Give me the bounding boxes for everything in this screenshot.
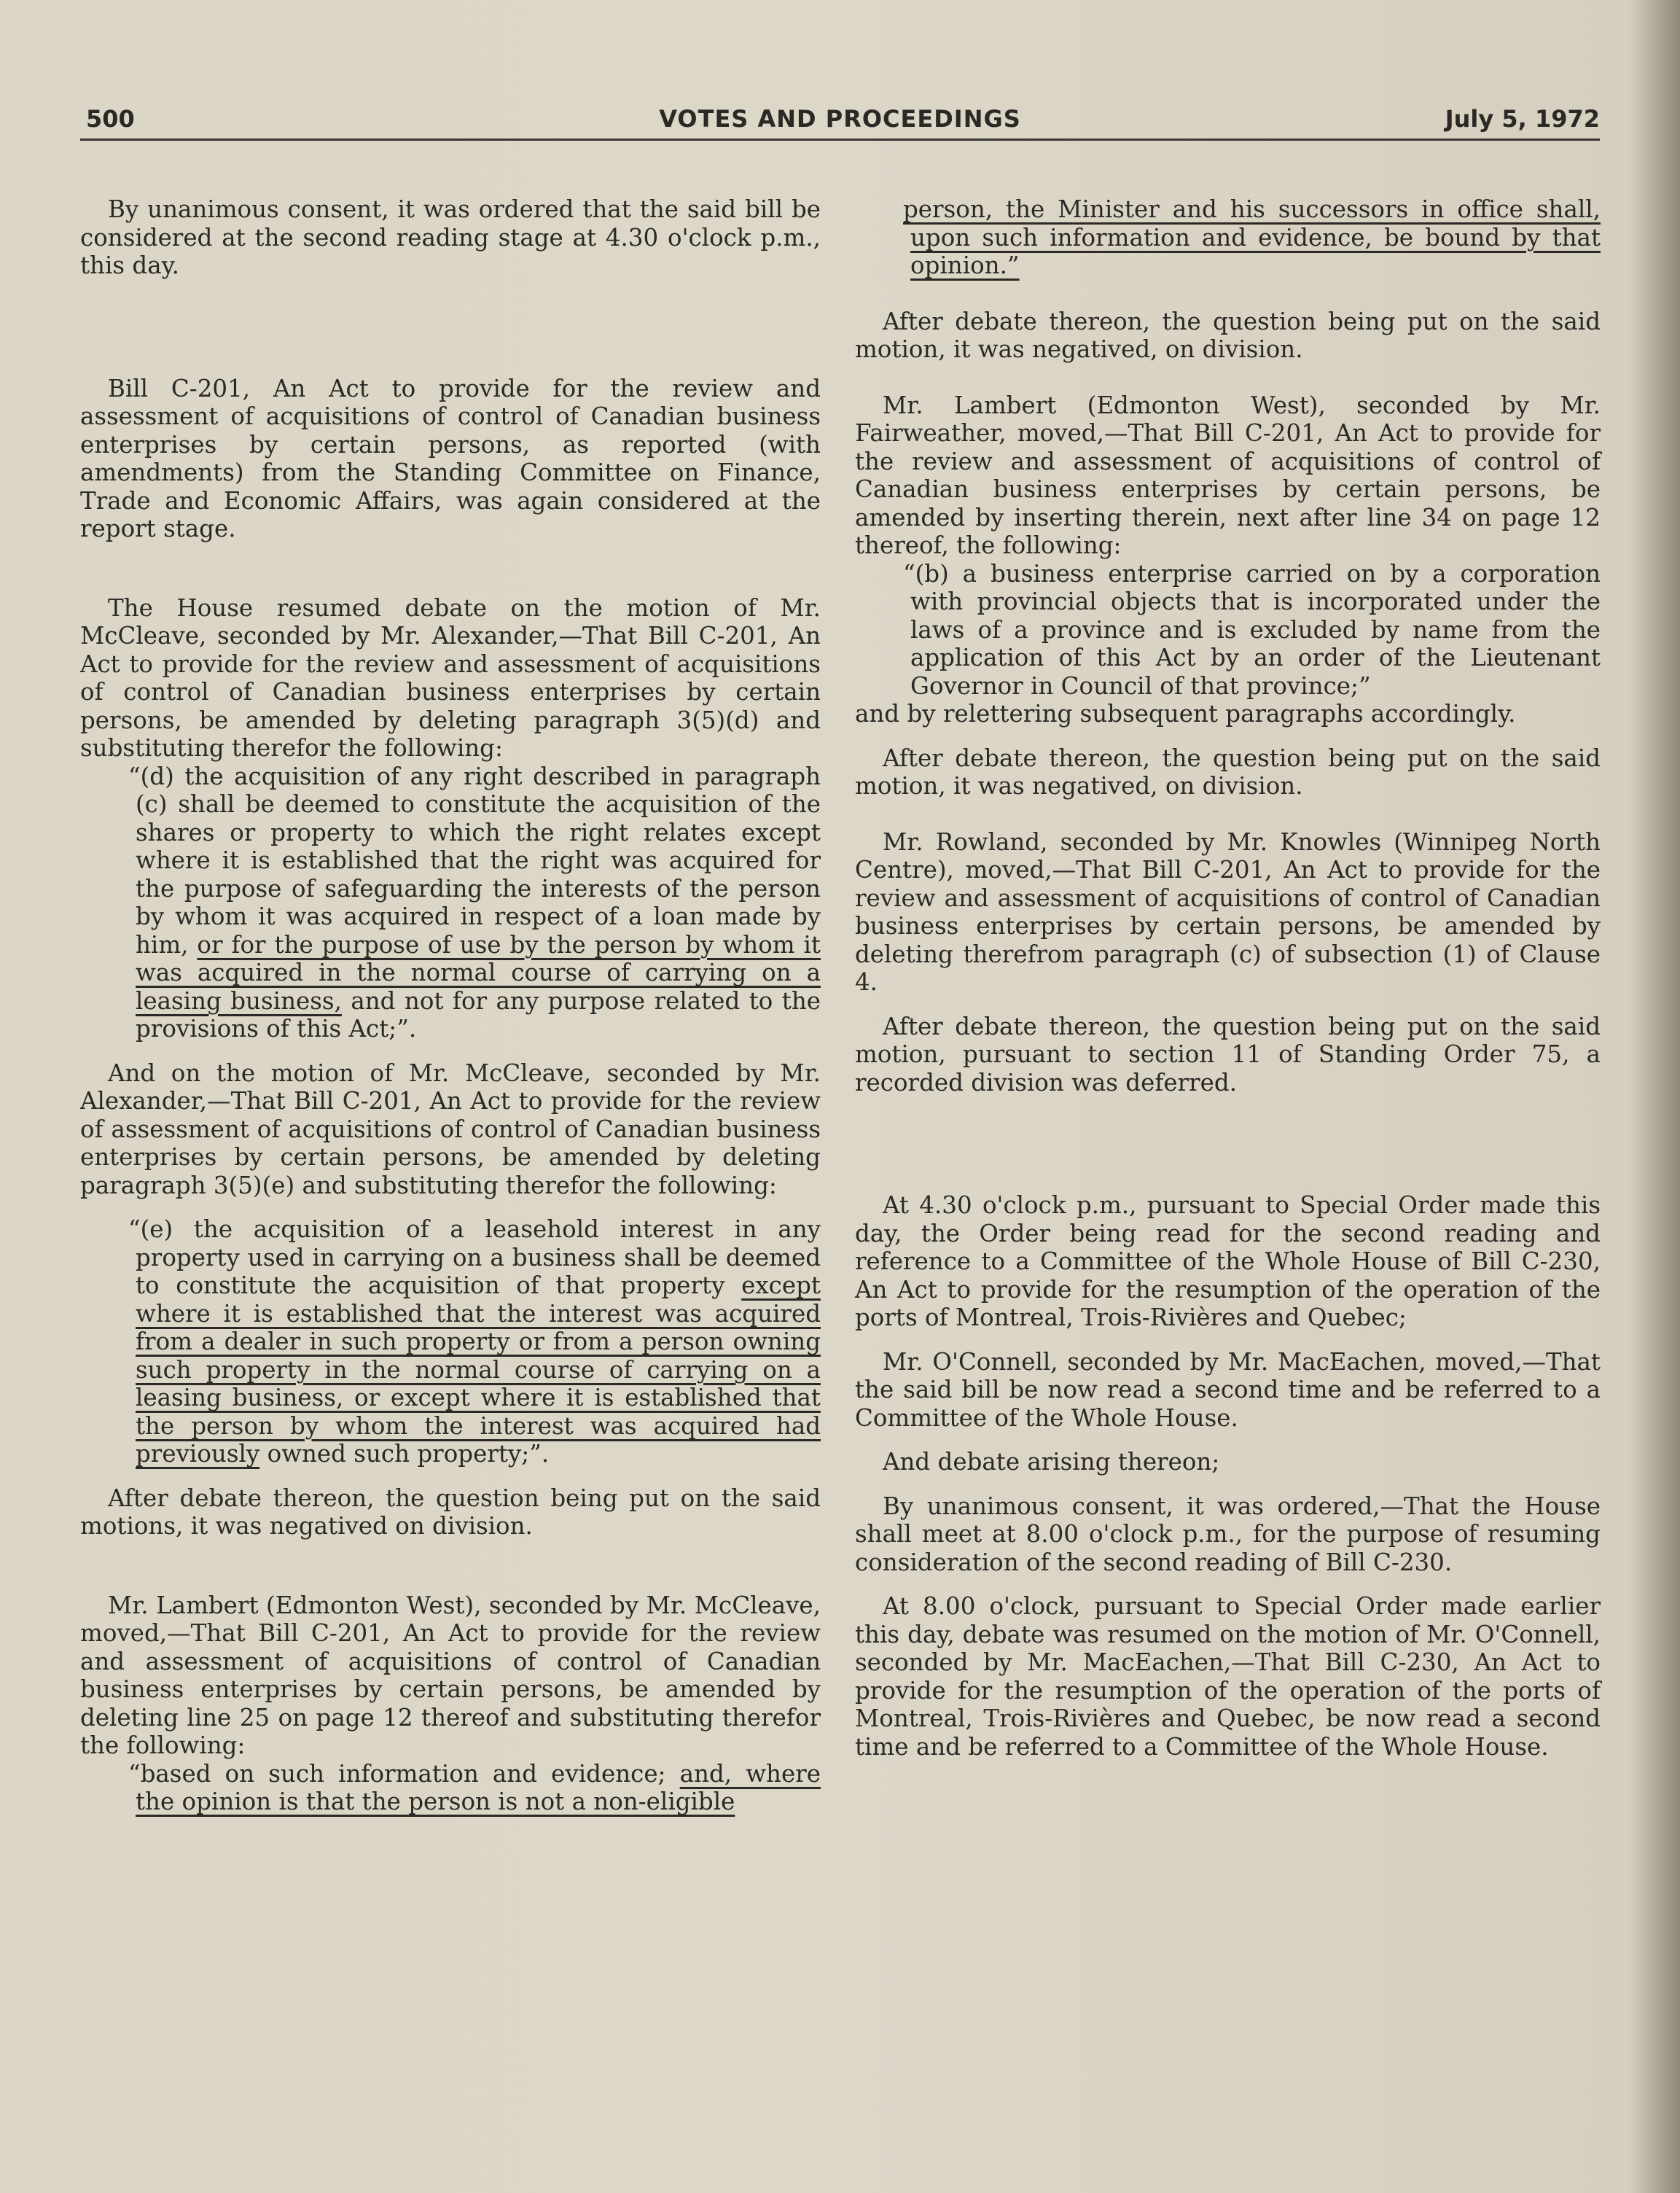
paragraph: And debate arising thereon; — [883, 1448, 1220, 1476]
underlined-amendment-text: and, where the opinion is that the person is not a non-eligible — [136, 1759, 821, 1815]
right-column — [855, 195, 1601, 1761]
publication-title: VOTES AND PROCEEDINGS — [659, 105, 1021, 133]
paragraph: After debate thereon, the question being put on the said motions, it was negatived on division. — [80, 1484, 821, 1540]
header-date: July 5, 1972 — [1445, 105, 1600, 133]
paragraph: Mr. Lambert (Edmonton West), seconded by Mr. Fairweather, moved,—That Bill C-201, An Act to provide for the review and assessment of acquisitions of control of Canadian business enterprises by certain persons, be amended by inserting therein, next after line 34 on page 12 thereof, the following: — [855, 391, 1601, 559]
quote-text: “(e) the acquisition of a leasehold interest in any property used in carrying on a business shall be deemed to constitute the acquisition of that property — [128, 1215, 821, 1299]
paragraph: At 8.00 o'clock, pursuant to Special Order made earlier this day, debate was resumed on the motion of Mr. O'Connell, seconded by Mr. MacEachen,—That Bill C-230, An Act to provide for the resumption of the operation of the ports of Montreal, Trois-Rivières and Quebec, be now read a second time and be referred to a Committee of the Whole House. — [855, 1592, 1601, 1761]
quote-text: owned such property;”. — [267, 1440, 550, 1468]
paragraph: After debate thereon, the question being put on the said motion, pursuant to section 11 of Standing Order 75, a recorded division was deferred. — [855, 1012, 1601, 1096]
paragraph: And on the motion of Mr. McCleave, seconded by Mr. Alexander,—That Bill C-201, An Act to provide for the review of assessment of acquisitions of control of Canadian business enterprises by certain persons, be amended by deleting paragraph 3(5)(e) and substituting therefor the following: — [80, 1059, 821, 1199]
paragraph: At 4.30 o'clock p.m., pursuant to Special Order made this day, the Order being read for the second reading and reference to a Committee of the Whole House of Bill C-230, An Act to provide for the resumption of the operation of the ports of Montreal, Trois-Rivières and Quebec; — [855, 1191, 1601, 1331]
page-number: 500 — [86, 105, 135, 133]
quote-text: “(d) the acquisition of any right described in paragraph (c) shall be deemed to constitute the acquisition of the shares or property to which the right relates except where it is established that the right was acquired for the purpose of safeguarding the interests of the person by whom it was acquired in respect of a loan made by him, — [128, 762, 821, 959]
paragraph: By unanimous consent, it was ordered that the said bill be considered at the second reading stage at 4.30 o'clock p.m., this day. — [80, 195, 821, 279]
paragraph: Mr. O'Connell, seconded by Mr. MacEachen, moved,—That the said bill be now read a second time and be referred to a Committee of the Whole House. — [855, 1347, 1601, 1432]
quoted-amendment: “(b) a business enterprise carried on by a corporation with provincial objects that is incorporated under the laws of a province and is excluded by name from the application of this Act by an order of the Lieutenant Governor in Council of that province;” — [903, 559, 1601, 700]
paragraph: Mr. Lambert (Edmonton West), seconded by Mr. McCleave, moved,—That Bill C-201, An Act to provide for the review and assessment of acquisitions of control of Canadian business enterprises by certain persons, be amended by deleting line 25 on page 12 thereof and substituting therefor the following: — [80, 1591, 821, 1759]
paragraph: Bill C-201, An Act to provide for the review and assessment of acquisitions of control of Canadian business enterprises by certain persons, as reported (with amendments) from the Standing Committee on Finance, Trade and Economic Affairs, was again considered at the report stage. — [80, 374, 821, 542]
quoted-amendment — [128, 1215, 821, 1468]
paragraph: and by relettering subsequent paragraphs accordingly. — [855, 700, 1516, 728]
underlined-amendment-text: or for the purpose of use by the person by whom it was acquired in the normal course of carrying on a leasing business, — [136, 930, 821, 1015]
quoted-amendment-continued — [903, 195, 1601, 280]
quote-text: “based on such information and evidence; — [128, 1759, 666, 1788]
underlined-amendment-text: person, the Minister and his successors in office shall, upon such information and evidence, be bound by that opinion.” — [903, 195, 1601, 279]
paragraph: After debate thereon, the question being put on the said motion, it was negatived, on division. — [855, 307, 1601, 363]
paragraph: By unanimous consent, it was ordered,—That the House shall meet at 8.00 o'clock p.m., for the purpose of resuming consideration of the second reading of Bill C-230. — [855, 1492, 1601, 1576]
underlined-amendment-text: except where it is established that the interest was acquired from a dealer in such property or from a person owning such property in the normal course of carrying on a leasing business, or except where it is established that the person by whom the interest was acquired had previously — [136, 1271, 821, 1468]
left-column — [80, 195, 821, 1816]
paragraph: Mr. Rowland, seconded by Mr. Knowles (Winnipeg North Centre), moved,—That Bill C-201, An Act to provide for the review and assessment of acquisitions of control of Canadian business enterprises by certain persons, be amended by deleting therefrom paragraph (c) of subsection (1) of Clause 4. — [855, 827, 1601, 996]
paragraph: After debate thereon, the question being put on the said motion, it was negatived, on division. — [855, 744, 1601, 800]
quoted-amendment — [128, 762, 821, 1043]
quoted-amendment — [128, 1759, 821, 1816]
quote-text: and not for any purpose related to the provisions of this Act;”. — [136, 986, 821, 1043]
paragraph: The House resumed debate on the motion of Mr. McCleave, seconded by Mr. Alexander,—That Bill C-201, An Act to provide for the review and assessment of acquisitions of control of Canadian business enterprises by certain persons, be amended by deleting paragraph 3(5)(d) and substituting therefor the following: — [80, 593, 821, 762]
running-header — [80, 102, 1600, 141]
